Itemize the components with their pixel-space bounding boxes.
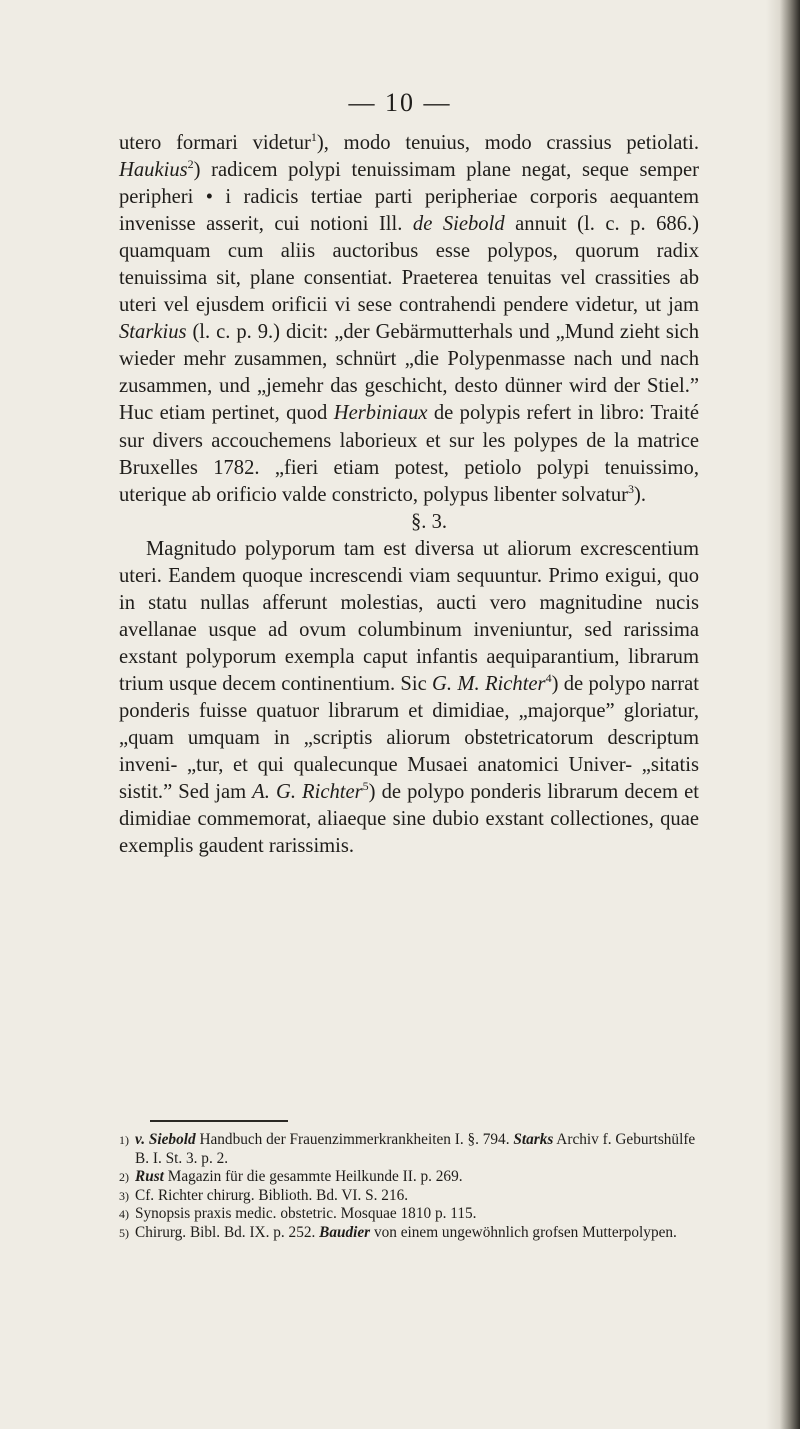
- author-gm-richter: G. M. Richter: [432, 672, 546, 695]
- text-run: ) radicem polypi tenuissimam plane negat, seque semper peripheri: [119, 159, 699, 209]
- text-run: • i radicis tertiae parti peripheriae corporis aequantem invenisse asserit, cui notioni Ill.: [119, 186, 699, 236]
- text-run: utero formari videtur: [119, 132, 311, 154]
- footnote-author: Starks: [513, 1131, 554, 1148]
- footnote-author: Rust: [135, 1168, 164, 1186]
- footnote-2: [119, 1168, 699, 1187]
- author-siebold: de Siebold: [412, 213, 505, 236]
- page-number: — 10 —: [348, 88, 452, 117]
- paragraph-2: [119, 536, 699, 861]
- author-ag-richter: A. G. Richter: [252, 781, 363, 804]
- footnote-number: 2): [119, 1170, 129, 1185]
- page-binding-edge: [766, 0, 800, 1429]
- footnote-text: Cf. Richter chirurg. Biblioth. Bd. VI. S. 216.: [135, 1186, 409, 1204]
- footnote-number: 3): [119, 1188, 129, 1203]
- footnote-number: 5): [119, 1225, 129, 1240]
- author-haukius: Haukius: [119, 159, 188, 182]
- footnote-ref-4: 4: [545, 671, 552, 686]
- text-run: annuit (l. c. p. 686.) quamquam cum aliis auctoribus esse polypos, quorum radix tenuissima sit, plane consentiat. Praeterea tenuitas vel crassities ab uteri vel ejusdem orificii vi sese contrahendi pendere videtur, ut jam: [119, 213, 699, 317]
- footnotes: [119, 1131, 699, 1243]
- footnote-4: [119, 1205, 699, 1224]
- text-run: ) de polypo ponderis librarum decem et dimidiae commemorat, aliaeque sine dubio exstant collectiones, quae exemplis gaudent rarissimis.: [119, 781, 699, 858]
- footnote-text: von einem ungewöhnlich grofsen Mutterpolypen.: [370, 1223, 677, 1241]
- footnote-text: Synopsis praxis medic. obstetric. Mosquae 1810 p. 115.: [135, 1205, 477, 1223]
- footnote-ref-2: 2: [187, 157, 194, 172]
- footnote-1: [119, 1131, 699, 1168]
- text-run: de polypis refert in libro: Traité sur divers accouchemens laborieux et sur les polypes de la matrice Bruxelles 1782. „fieri etiam potest, petiolo polypi tenuissimo, uterique ab orificio valde constricto, polypus libenter solvatur: [119, 402, 699, 506]
- main-text: [119, 130, 699, 860]
- section-heading: §. 3.: [410, 510, 448, 533]
- footnote-text: Archiv f. Geburtshülfe B. I. St. 3. p. 2.: [135, 1131, 696, 1167]
- text-run: ).: [633, 483, 646, 506]
- footnote-number: 4): [119, 1207, 129, 1222]
- footnote-divider: [150, 1120, 288, 1122]
- footnote-number: 1): [119, 1133, 129, 1147]
- paragraph-1: [119, 130, 699, 509]
- footnote-text: Magazin für die gesammte Heilkunde II. p. 269.: [163, 1168, 463, 1186]
- footnote-5: [119, 1224, 699, 1243]
- footnote-text: Chirurg. Bibl. Bd. IX. p. 252.: [135, 1223, 320, 1241]
- text-run: (l. c. p. 9.) dicit: „der Gebärmutterhals und „Mund zieht sich wieder mehr zusammen, schnürt „die Polypenmasse nach und nach zusammen, und „jemehr das geschicht, desto dünner wird der Stiel.” Huc etiam pertinet, quod: [119, 321, 699, 425]
- text-run: ) de polypo narrat ponderis fuisse quatuor librarum et dimidiae, „majorque” gloriatur, „quam umquam in „scriptis aliorum obstetricatorum descriptum inveni- „tur, et qui qualecunque Musaei anatomici Univer- „sitatis sistit.” Sed jam: [119, 672, 699, 804]
- footnote-author: v. Siebold: [135, 1131, 196, 1148]
- author-starkius: Starkius: [119, 321, 187, 344]
- footnote-text: Handbuch der Frauenzimmerkrankheiten I. §. 794.: [195, 1131, 514, 1148]
- text-run: ), modo tenuius, modo crassius petiolati.: [316, 132, 699, 154]
- footnote-author: Baudier: [319, 1223, 371, 1241]
- footnote-ref-5: 5: [362, 779, 369, 794]
- footnote-ref-3: 3: [627, 481, 634, 496]
- author-herbiniaux: Herbiniaux: [333, 402, 428, 425]
- footnote-ref-1: 1: [310, 130, 317, 145]
- text-run: Magnitudo polyporum tam est diversa ut aliorum excrescentium uteri. Eandem quoque increscendi viam sequuntur. Primo exigui, quo in statu nullas afferunt molestias, aucti vero magnitudine nucis avellanae usque ad ovum columbinum inveniuntur, sed rarissima exstant polyporum exempla caput infantis aequiparantium, librarum trium usque decem continentium. Sic: [119, 537, 699, 695]
- footnote-3: [119, 1187, 699, 1206]
